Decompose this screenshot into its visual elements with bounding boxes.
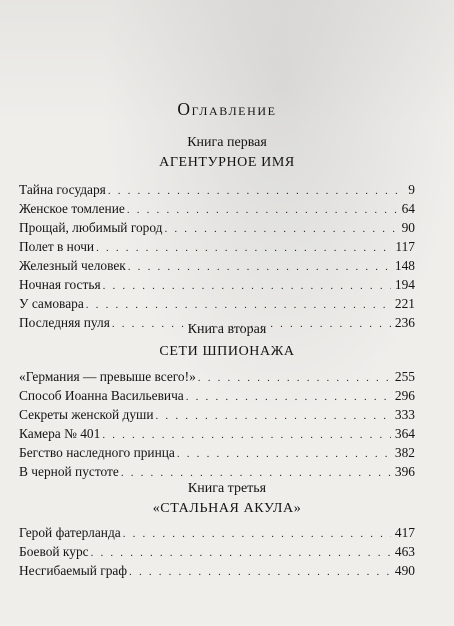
dot-leader [128, 258, 391, 277]
toc-entry-title: Секреты женской души [19, 407, 154, 422]
toc-entry[interactable] [19, 275, 415, 294]
dot-leader [186, 388, 391, 407]
dot-leader [123, 525, 391, 544]
dot-leader [127, 201, 398, 220]
book-2-toc [19, 367, 415, 481]
toc-entry-title: «Германия — превыше всего!» [19, 369, 196, 384]
toc-entry-title: Ночная гостья [19, 277, 101, 292]
book-2-title: СЕТИ ШПИОНАЖА [159, 344, 295, 359]
toc-entry-page: 9 [408, 182, 415, 197]
toc-entry-title: Тайна государя [19, 182, 106, 197]
book-3-title: «СТАЛЬНАЯ АКУЛА» [152, 501, 302, 516]
toc-entry-title: В черной пустоте [19, 464, 119, 479]
toc-entry[interactable] [19, 218, 415, 237]
toc-entry-title: Боевой курс [19, 544, 89, 559]
dot-leader [198, 369, 391, 388]
book-1-label: Книга первая [187, 135, 267, 150]
toc-entry-title: Женское томление [19, 201, 125, 216]
toc-entry-page: 117 [395, 239, 415, 254]
toc-entry-page: 382 [394, 445, 415, 460]
toc-entry-page: 396 [394, 464, 415, 479]
toc-entry-page: 490 [394, 563, 415, 578]
toc-entry-title: Герой фатерланда [19, 525, 121, 540]
dot-leader [129, 563, 391, 582]
dot-leader [103, 277, 391, 296]
toc-entry-page: 221 [394, 296, 415, 311]
toc-entry-title: Железный человек [19, 258, 126, 273]
toc-entry-page: 90 [401, 220, 415, 235]
dot-leader [177, 445, 391, 464]
toc-entry-title: Бегство наследного принца [19, 445, 175, 460]
book-1-toc [19, 180, 415, 332]
toc-entry-title: Прощай, любимый город [19, 220, 163, 235]
toc-entry[interactable] [19, 523, 415, 542]
toc-entry[interactable] [19, 542, 415, 561]
toc-entry-page: 236 [394, 315, 415, 330]
toc-entry-page: 364 [394, 426, 415, 441]
toc-entry-title: Последняя пуля [19, 315, 110, 330]
toc-entry-title: Несгибаемый граф [19, 563, 128, 578]
toc-entry[interactable] [19, 443, 415, 462]
book-1-title: АГЕНТУРНОЕ ИМЯ [159, 155, 295, 170]
toc-entry-page: 296 [394, 388, 415, 403]
toc-entry-page: 463 [394, 544, 415, 559]
dot-leader [96, 239, 391, 258]
toc-entry[interactable] [19, 561, 415, 580]
toc-entry[interactable] [19, 462, 415, 481]
toc-entry-page: 333 [394, 407, 415, 422]
toc-entry-title: У самовара [19, 296, 84, 311]
book-3-toc [19, 523, 415, 580]
toc-entry[interactable] [19, 294, 415, 313]
toc-entry-page: 64 [401, 201, 415, 216]
toc-entry-title: Полет в ночи [19, 239, 95, 254]
toc-entry-page: 194 [394, 277, 415, 292]
toc-entry[interactable] [19, 386, 415, 405]
toc-entry[interactable] [19, 367, 415, 386]
book-2-label: Книга вторая [187, 322, 267, 337]
toc-entry-page: 417 [394, 525, 415, 540]
toc-entry[interactable] [19, 180, 415, 199]
toc-entry[interactable] [19, 405, 415, 424]
dot-leader [108, 182, 404, 201]
book-3-label: Книга третья [187, 481, 267, 496]
dot-leader [165, 220, 398, 239]
toc-entry[interactable] [19, 424, 415, 443]
dot-leader [86, 296, 391, 315]
toc-entry[interactable] [19, 237, 415, 256]
toc-entry-page: 148 [394, 258, 415, 273]
contents-heading: Оглавление [177, 99, 277, 119]
toc-entry[interactable] [19, 199, 415, 218]
dot-leader [156, 407, 391, 426]
dot-leader [91, 544, 391, 563]
toc-entry[interactable] [19, 256, 415, 275]
toc-entry-page: 255 [394, 369, 415, 384]
toc-entry-title: Камера № 401 [19, 426, 101, 441]
toc-entry-title: Способ Иоанна Васильевича [19, 388, 184, 403]
